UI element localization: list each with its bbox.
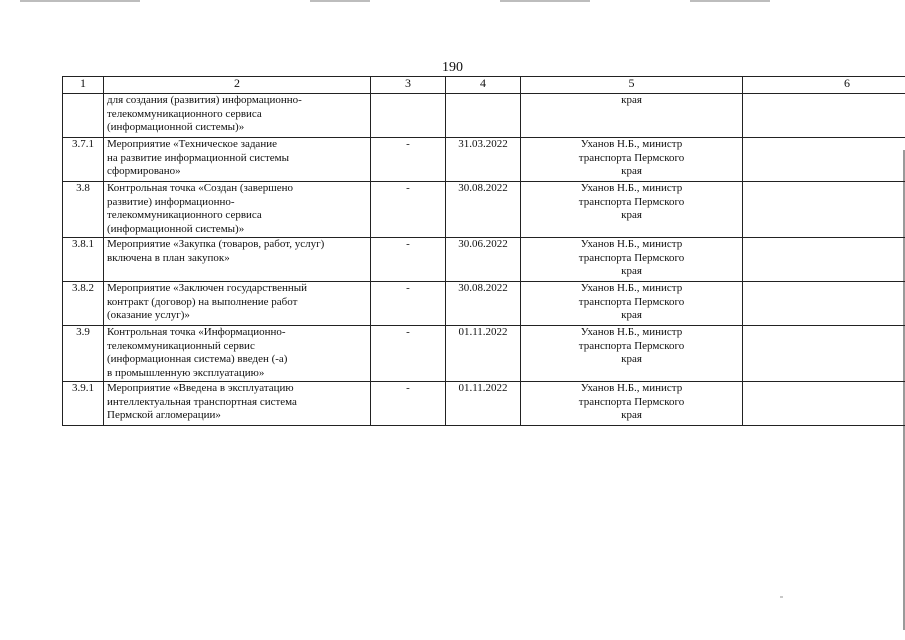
row-date: 30.06.2022 <box>446 238 521 282</box>
column-header-4: 4 <box>446 77 521 94</box>
scan-artifact-top-3 <box>500 0 590 2</box>
row-column-6 <box>743 326 905 382</box>
row-name: Мероприятие «Закупка (товаров, работ, услуг) включена в план закупок» <box>104 238 371 282</box>
page-number: 190 <box>442 60 463 75</box>
row-responsible: Уханов Н.Б., министр транспорта Пермского края <box>521 238 743 282</box>
row-responsible: Уханов Н.Б., министр транспорта Пермского края <box>521 282 743 326</box>
row-number: 3.9.1 <box>63 382 104 426</box>
table-row <box>63 238 905 282</box>
row-responsible: края <box>521 94 743 138</box>
row-responsible: Уханов Н.Б., министр транспорта Пермского края <box>521 182 743 238</box>
row-column-3 <box>371 94 446 138</box>
row-column-6 <box>743 238 905 282</box>
row-name: Контрольная точка «Информационно- телекоммуникационный сервис (информационная система) введен (-а) в промышленную эксплуатацию» <box>104 326 371 382</box>
table-body <box>63 94 905 426</box>
table-row <box>63 382 905 426</box>
row-column-3: - <box>371 138 446 182</box>
column-header-2: 2 <box>104 77 371 94</box>
row-column-3: - <box>371 282 446 326</box>
row-responsible: Уханов Н.Б., министр транспорта Пермского края <box>521 326 743 382</box>
column-header-1: 1 <box>63 77 104 94</box>
row-name: Контрольная точка «Создан (завершено развитие) информационно- телекоммуникационного сервиса (информационной системы)» <box>104 182 371 238</box>
row-name: Мероприятие «Введена в эксплуатацию интеллектуальная транспортная система Пермской агломерации» <box>104 382 371 426</box>
row-column-3: - <box>371 238 446 282</box>
row-date: 30.08.2022 <box>446 282 521 326</box>
row-date: 01.11.2022 <box>446 326 521 382</box>
row-column-3: - <box>371 182 446 238</box>
scan-artifact-top-4 <box>690 0 770 2</box>
column-header-5: 5 <box>521 77 743 94</box>
table-row <box>63 326 905 382</box>
row-column-3: - <box>371 326 446 382</box>
table-row <box>63 94 905 138</box>
row-name: Мероприятие «Заключен государственный контракт (договор) на выполнение работ (оказание услуг)» <box>104 282 371 326</box>
row-column-6 <box>743 282 905 326</box>
row-date: 01.11.2022 <box>446 382 521 426</box>
table-row <box>63 138 905 182</box>
scan-artifact-dot <box>780 596 783 598</box>
row-responsible: Уханов Н.Б., министр транспорта Пермского края <box>521 382 743 426</box>
scan-artifact-top-1 <box>20 0 140 2</box>
row-responsible: Уханов Н.Б., министр транспорта Пермского края <box>521 138 743 182</box>
table-row <box>63 182 905 238</box>
table-header-row <box>63 77 905 94</box>
row-name: для создания (развития) информационно- телекоммуникационного сервиса (информационной системы)» <box>104 94 371 138</box>
row-date: 30.08.2022 <box>446 182 521 238</box>
row-number: 3.7.1 <box>63 138 104 182</box>
row-column-6 <box>743 138 905 182</box>
table-row <box>63 282 905 326</box>
row-number: 3.8 <box>63 182 104 238</box>
scan-artifact-top-2 <box>310 0 370 2</box>
row-number: 3.8.1 <box>63 238 104 282</box>
row-column-6 <box>743 182 905 238</box>
row-column-6 <box>743 382 905 426</box>
row-name: Мероприятие «Техническое задание на развитие информационной системы сформировано» <box>104 138 371 182</box>
row-date: 31.03.2022 <box>446 138 521 182</box>
row-column-3: - <box>371 382 446 426</box>
column-header-3: 3 <box>371 77 446 94</box>
row-number <box>63 94 104 138</box>
row-number: 3.8.2 <box>63 282 104 326</box>
column-header-6: 6 <box>743 77 905 94</box>
document-table <box>62 76 905 426</box>
row-column-6 <box>743 94 905 138</box>
row-date <box>446 94 521 138</box>
row-number: 3.9 <box>63 326 104 382</box>
